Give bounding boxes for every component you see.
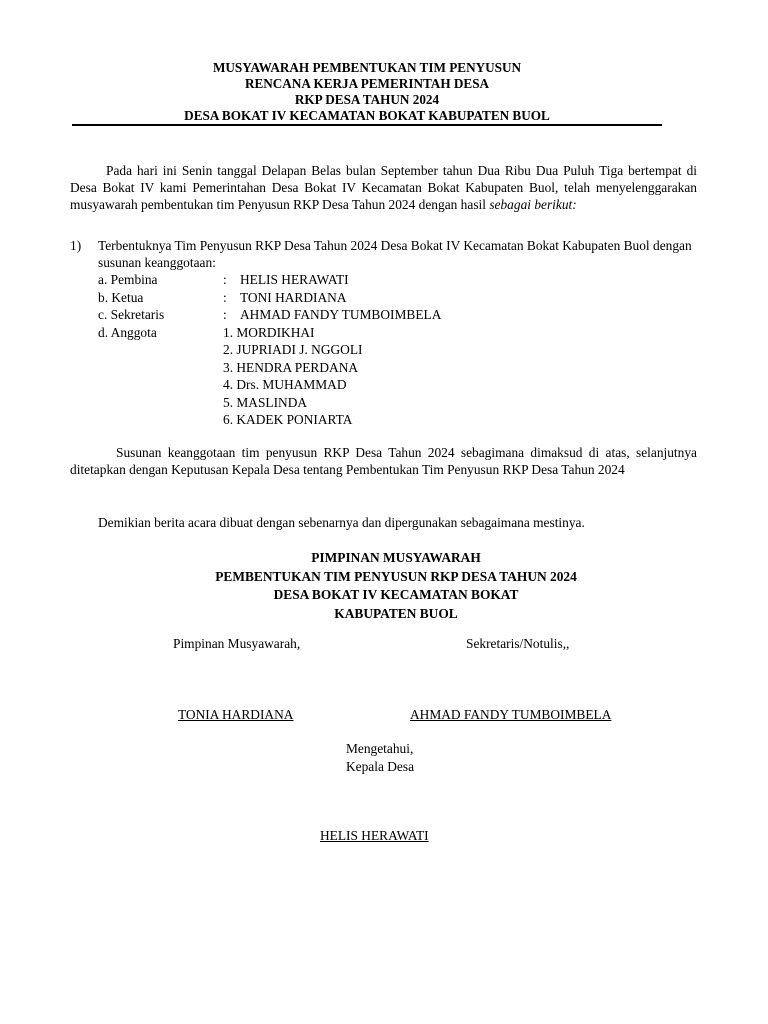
intro-text: Pada hari ini Senin tanggal Delapan Belas bulan September tahun Dua Ribu Dua Puluh Tiga bertempat di Desa Bokat IV kami Pemerintahan Desa Bokat IV Kecamatan Bokat Kabupaten Buol, telah menyelenggarakan musyawarah pembentukan tim Penyusun RKP Desa Tahun 2024 dengan hasil [70, 163, 697, 212]
role-colon: : [223, 272, 227, 287]
header-line-2: RENCANA KERJA PEMERINTAH DESA [244, 76, 490, 91]
role-colon: : [223, 289, 227, 305]
role-value: AHMAD FANDY TUMBOIMBELA [240, 307, 442, 322]
signature-heading-line-3: DESA BOKAT IV KECAMATAN BOKAT [273, 587, 519, 602]
member-item-4: 4. Drs. MUHAMMAD [223, 377, 347, 392]
header-line-4: DESA BOKAT IV KECAMATAN BOKAT KABUPATEN BUOL [184, 108, 550, 123]
list-item-number: 1) [70, 238, 82, 253]
member-item-3: 3. HENDRA PERDANA [223, 359, 359, 375]
role-label: d. Anggota [98, 324, 157, 340]
approval-label: Mengetahui, [346, 741, 414, 756]
role-label: a. Pembina [98, 272, 158, 287]
role-value: HELIS HERAWATI [240, 272, 349, 287]
intro-paragraph [70, 162, 697, 213]
role-label: c. Sekretaris [98, 307, 165, 322]
left-signer-name: TONIA HARDIANA [178, 707, 294, 722]
signature-heading-line-1: PIMPINAN MUSYAWARAH [311, 550, 481, 565]
intro-italic-tail: sebagai berikut: [489, 197, 577, 212]
role-colon: : [223, 307, 227, 322]
member-item-1: 1. MORDIKHAI [223, 324, 315, 340]
header-line-1: MUSYAWARAH PEMBENTUKAN TIM PENYUSUN [212, 60, 522, 75]
approval-role: Kepala Desa [346, 759, 415, 774]
closing-paragraph [70, 514, 697, 531]
closing-text: Demikian berita acara dibuat dengan sebenarnya dan dipergunakan sebagaimana mestinya. [98, 515, 585, 530]
role-value: TONI HARDIANA [240, 289, 347, 305]
document-header [72, 60, 662, 124]
village-head-name: HELIS HERAWATI [320, 828, 429, 843]
decision-text: Susunan keanggotaan tim penyusun RKP Desa Tahun 2024 sebagimana dimaksud di atas, selanjutnya ditetapkan dengan Keputusan Kepala Desa tentang Pembentukan Tim Penyusun RKP Desa Tahun 2024 [70, 445, 697, 477]
right-signer-title: Sekretaris/Notulis,, [466, 636, 570, 651]
left-signer-title: Pimpinan Musyawarah, [173, 636, 301, 651]
member-item-2: 2. JUPRIADI J. NGGOLI [223, 342, 363, 357]
header-line-3: RKP DESA TAHUN 2024 [294, 92, 440, 107]
decision-paragraph [70, 444, 697, 478]
header-divider [72, 124, 662, 126]
member-item-6: 6. KADEK PONIARTA [223, 412, 353, 427]
signature-heading-line-2: PEMBENTUKAN TIM PENYUSUN RKP DESA TAHUN 2024 [215, 568, 577, 584]
role-label: b. Ketua [98, 289, 144, 305]
signature-heading-line-4: KABUPATEN BUOL [334, 605, 458, 621]
signature-heading [96, 549, 696, 623]
right-signer-name: AHMAD FANDY TUMBOIMBELA [410, 707, 612, 722]
member-item-5: 5. MASLINDA [223, 394, 308, 410]
list-item-text: Terbentuknya Tim Penyusun RKP Desa Tahun 2024 Desa Bokat IV Kecamatan Bokat Kabupaten Buol dengan susunan keanggotaan: [98, 238, 692, 270]
